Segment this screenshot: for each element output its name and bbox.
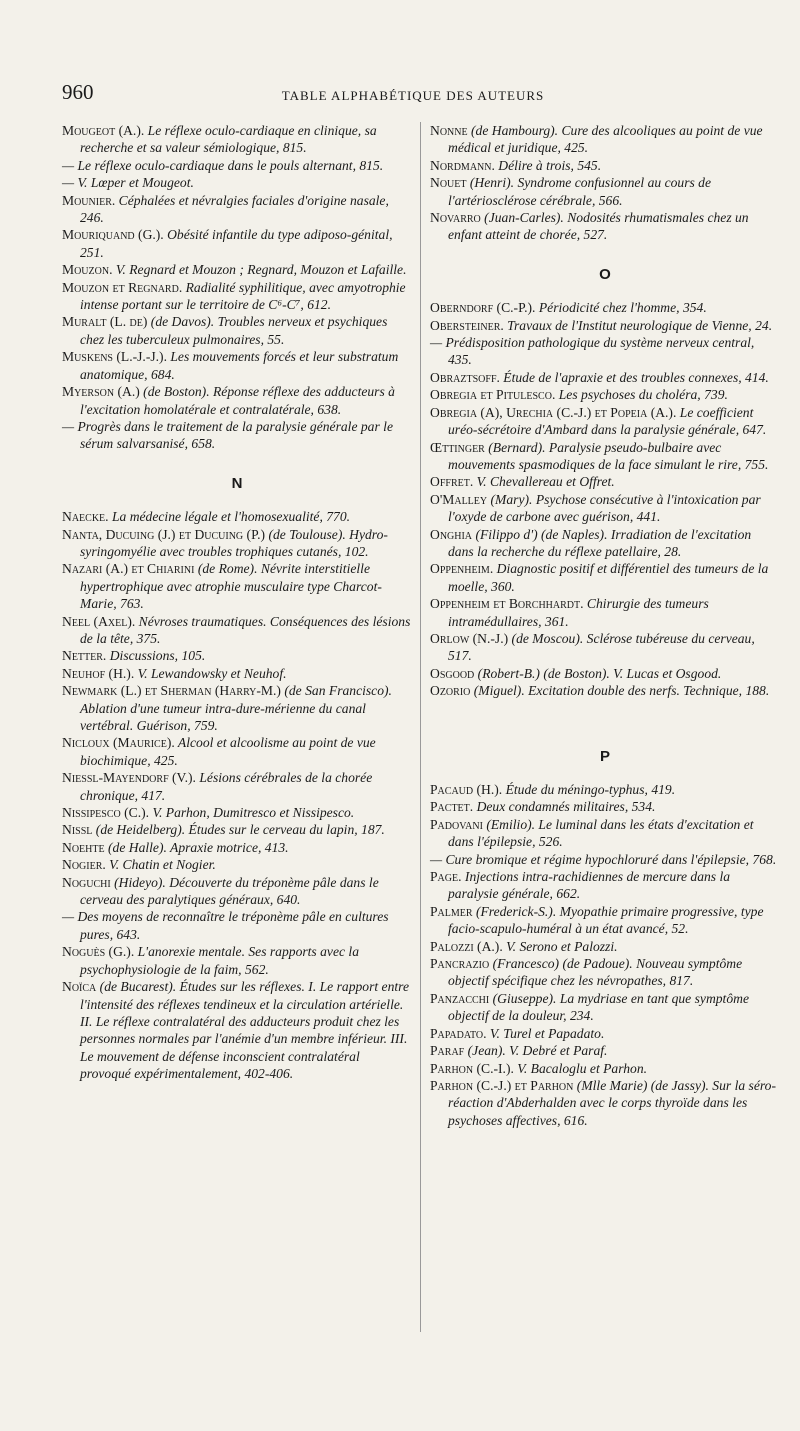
page-header xyxy=(62,80,764,110)
entry-title: (Filippo d') (de Naples). Irradiation de l'excitation dans la recherche du réflexe patellaire, 28. xyxy=(448,526,752,559)
index-entry xyxy=(62,856,412,873)
entry-author: Nordmann. xyxy=(430,157,495,173)
entry-title: Travaux de l'Institut neurologique de Vienne, 24. xyxy=(503,317,773,333)
index-entry xyxy=(430,560,780,595)
index-entry xyxy=(430,682,780,699)
entry-author: Nissipesco (C.). xyxy=(62,805,150,821)
entry-author: Noïca xyxy=(62,979,97,995)
entry-title: Céphalées et névralgies faciales d'origine nasale, 246. xyxy=(80,192,389,226)
index-entry xyxy=(430,386,780,403)
entry-title: Étude de l'apraxie et des troubles connexes, 414. xyxy=(499,369,769,385)
entry-title: (Mary). Psychose consécutive à l'intoxication par l'oxyde de carbone avec guérison, 441. xyxy=(448,491,761,525)
entry-author: Mouzon et Regnard. xyxy=(62,279,183,295)
entry-title: (de Davos). Troubles nerveux et psychiques chez les tuberculeux pulmonaires, 55. xyxy=(80,314,388,347)
entry-title: (de Hambourg). Cure des alcooliques au point de vue médical et juridique, 425. xyxy=(448,123,763,156)
entry-author: Myerson (A.) xyxy=(62,384,140,400)
entry-title: V. Lewandowsky et Neuhof. xyxy=(134,665,287,681)
entry-author: Mouzon. xyxy=(62,262,113,278)
section-heading-o: O xyxy=(599,265,611,283)
entry-author: Oberndorf (C.-P.). xyxy=(430,300,536,316)
index-entry xyxy=(62,839,412,856)
entry-title: (de Moscou). Sclérose tubéreuse du cerveau, 517. xyxy=(448,630,755,664)
entry-title: (de Heidelberg). Études sur le cerveau du lapin, 187. xyxy=(92,822,385,838)
entry-author: Muralt (L. de) xyxy=(62,314,148,330)
index-entry xyxy=(62,348,412,383)
entry-title: (de Boston). Réponse réflexe des adducteurs à l'excitation homolatérale et contralatérale, 638. xyxy=(80,384,395,417)
index-entry xyxy=(430,798,780,815)
index-entry xyxy=(430,473,780,490)
entry-author: Ozorio xyxy=(430,683,471,699)
entry-author: Orlow (N.-J.) xyxy=(430,630,509,646)
entry-title: V. Serono et Palozzi. xyxy=(502,938,618,954)
entry-author: Paraf xyxy=(430,1043,465,1059)
entry-author: Nogier. xyxy=(62,857,106,873)
entry-author: Palmer xyxy=(430,903,473,919)
entry-author: Pacaud (H.). xyxy=(430,782,503,797)
entry-author: Parhon (C.-I.). xyxy=(430,1060,514,1076)
index-entry xyxy=(62,313,412,348)
entry-author: O'Malley xyxy=(430,491,488,507)
entry-author: Oppenheim et Borchhardt. xyxy=(430,596,584,612)
index-entry xyxy=(430,781,780,798)
index-entry xyxy=(62,174,412,191)
entry-title: — Progrès dans le traitement de la paralysie générale par le sérum salvarsanisé, 658. xyxy=(62,418,393,452)
index-entry xyxy=(430,299,780,316)
entry-author: Nonne xyxy=(430,123,468,138)
entry-author: Nicloux (Maurice). xyxy=(62,735,175,751)
entry-title: V. Bacaloglu et Parhon. xyxy=(513,1060,648,1076)
index-entry xyxy=(430,122,780,157)
section-heading-p: P xyxy=(599,747,610,765)
entry-author: Neuhof (H.). xyxy=(62,665,135,681)
section-heading-n: N xyxy=(231,474,243,492)
entry-author: Papadato. xyxy=(430,1025,487,1041)
entry-title: (Hideyo). Découverte du tréponème pâle dans le cerveau des paralytiques généraux, 640. xyxy=(80,874,379,908)
entry-title: Le réflexe oculo-cardiaque en clinique, sa recherche et sa valeur sémiologique, 815. xyxy=(80,123,377,156)
entry-title: Obésité infantile du type adiposo-génital, 251. xyxy=(80,227,393,260)
entry-title: V. Parhon, Dumitresco et Nissipesco. xyxy=(149,805,355,821)
entry-title: (Juan-Carles). Nodosités rhumatismales chez un enfant atteint de chorée, 527. xyxy=(448,210,749,243)
index-entry xyxy=(62,192,412,227)
entry-author: Nazari (A.) et Chiarini xyxy=(62,561,195,577)
index-entry xyxy=(430,868,780,903)
index-entry xyxy=(430,1042,780,1059)
entry-author: Padovani xyxy=(430,816,483,832)
entry-author: Œttinger xyxy=(430,439,485,455)
entry-author: Obersteiner. xyxy=(430,317,504,333)
index-entry xyxy=(430,630,780,665)
entry-title: Injections intra-rachidiennes de mercure dans la paralysie générale, 662. xyxy=(448,869,731,902)
entry-title: Deux condamnés militaires, 534. xyxy=(473,799,656,815)
entry-author: Obregia (A), Urechia (C.-J.) et Popeia (A.). xyxy=(430,404,677,420)
index-entry xyxy=(430,439,780,474)
entry-title: (Francesco) (de Padoue). Nouveau symptôme objectif spécifique chez les névropathes, 817. xyxy=(448,956,743,989)
right-column xyxy=(430,122,780,1129)
index-entry xyxy=(62,560,412,612)
index-entry xyxy=(430,665,780,682)
entry-title: Les psychoses du choléra, 739. xyxy=(555,387,728,403)
entry-title: La médecine légale et l'homosexualité, 770. xyxy=(108,509,351,525)
entry-author: Niessl-Mayendorf (V.). xyxy=(62,770,196,786)
entry-author: Pancrazio xyxy=(430,956,490,972)
entry-title: (Emilio). Le luminal dans les états d'excitation et dans l'épilepsie, 526. xyxy=(448,816,754,850)
index-entry xyxy=(430,955,780,990)
entry-title: (Miguel). Excitation double des nerfs. Technique, 188. xyxy=(470,683,770,699)
entry-title: (Bernard). Paralysie pseudo-bulbaire avec mouvements spasmodiques de la face simulant le rire, 755. xyxy=(448,439,769,472)
entry-author: Noehte xyxy=(62,839,105,855)
index-entry xyxy=(62,508,412,525)
index-entry xyxy=(62,226,412,261)
index-entry xyxy=(62,261,412,278)
entry-title: V. Regnard et Mouzon ; Regnard, Mouzon et Lafaille. xyxy=(112,262,407,278)
entry-title: V. Chevallereau et Offret. xyxy=(473,474,615,490)
entry-title: Les mouvements forcés et leur substratum anatomique, 684. xyxy=(80,349,399,382)
entry-title: Radialité syphilitique, avec amyotrophie intense portant sur le territoire de C⁶-C⁷, 612. xyxy=(80,279,406,313)
index-entry xyxy=(62,665,412,682)
index-entry xyxy=(62,734,412,769)
entry-title: V. Chatin et Nogier. xyxy=(105,857,216,873)
index-entry xyxy=(430,595,780,630)
entry-author: Oppenheim. xyxy=(430,561,494,577)
index-entry xyxy=(62,769,412,804)
index-entry xyxy=(62,908,412,943)
entry-author: Pactet. xyxy=(430,799,474,815)
entry-title: (Henri). Syndrome confusionnel au cours de l'artériosclérose cérébrale, 566. xyxy=(448,175,711,208)
entry-title: — Le réflexe oculo-cardiaque dans le pouls alternant, 815. xyxy=(62,157,384,173)
index-entry xyxy=(430,1077,780,1129)
entry-title: Alcool et alcoolisme au point de vue biochimique, 425. xyxy=(80,735,376,768)
entry-author: Offret. xyxy=(430,474,474,490)
index-entry xyxy=(430,938,780,955)
index-entry xyxy=(62,804,412,821)
entry-title: (de Toulouse). Hydro-syringomyélie avec troubles trophiques cutanés, 102. xyxy=(80,526,388,559)
index-entry xyxy=(430,851,780,868)
entry-author: Neel (Axel). xyxy=(62,613,136,629)
index-entry xyxy=(430,174,780,209)
entry-title: (Mlle Marie) (de Jassy). Sur la séro-réaction d'Abderhalden avec le corps thyroïde dans les psychoses affectives, 616. xyxy=(448,1077,776,1128)
index-entry xyxy=(430,1060,780,1077)
page-number: 960 xyxy=(62,80,94,104)
index-entry xyxy=(430,157,780,174)
entry-title: (Jean). V. Debré et Paraf. xyxy=(464,1043,608,1059)
entry-title: Névroses traumatiques. Conséquences des lésions de la tête, 375. xyxy=(80,613,411,646)
index-entry xyxy=(62,682,412,734)
entry-title: V. Turel et Papadato. xyxy=(486,1025,605,1041)
entry-author: Mougeot (A.). xyxy=(62,123,145,138)
entry-title: — Cure bromique et régime hypochloruré dans l'épilepsie, 768. xyxy=(430,851,777,867)
entry-title: (Giuseppe). La mydriase en tant que symptôme objectif de la douleur, 234. xyxy=(448,990,749,1024)
entry-title: Périodicité chez l'homme, 354. xyxy=(535,300,707,316)
index-entry xyxy=(62,943,412,978)
entry-author: Mouriquand (G.). xyxy=(62,227,164,243)
index-entry xyxy=(62,383,412,418)
index-entry xyxy=(430,404,780,439)
left-column xyxy=(62,122,412,1083)
entry-author: Novarro xyxy=(430,210,481,226)
index-entry xyxy=(62,526,412,561)
entry-author: Page. xyxy=(430,869,462,885)
entry-title: L'anorexie mentale. Ses rapports avec la psychophysiologie de la faim, 562. xyxy=(80,944,359,977)
entry-author: Nouet xyxy=(430,175,467,191)
entry-title: (Robert-B.) (de Boston). V. Lucas et Osgood. xyxy=(474,665,722,681)
entry-author: Obregia et Pitulesco. xyxy=(430,387,556,403)
entry-author: Nanta, Ducuing (J.) et Ducuing (P.) xyxy=(62,526,266,542)
entry-author: Palozzi (A.). xyxy=(430,938,503,954)
entry-title: Délire à trois, 545. xyxy=(494,157,602,173)
entry-author: Parhon (C.-J.) et Parhon xyxy=(430,1077,574,1093)
entry-author: Noguès (G.). xyxy=(62,944,135,960)
entry-author: Panzacchi xyxy=(430,990,490,1006)
column-divider xyxy=(420,122,421,1332)
index-entry xyxy=(62,613,412,648)
entry-author: Naecke. xyxy=(62,509,109,525)
index-entry xyxy=(430,491,780,526)
index-entry xyxy=(430,990,780,1025)
entry-title: (Frederick-S.). Myopathie primaire progressive, type facio-scapulo-huméral à un état avancé, 52. xyxy=(448,903,764,937)
index-entry xyxy=(430,209,780,244)
index-entry xyxy=(430,816,780,851)
entry-title: (de Halle). Apraxie motrice, 413. xyxy=(104,839,289,855)
index-entry xyxy=(430,334,780,369)
entry-author: Netter. xyxy=(62,648,107,664)
index-entry xyxy=(430,903,780,938)
entry-author: Osgood xyxy=(430,665,475,681)
entry-author: Mounier. xyxy=(62,192,116,208)
index-entry xyxy=(62,122,412,157)
index-entry xyxy=(430,317,780,334)
entry-title: Le coefficient uréo-sécrétoire d'Ambard dans la paralysie générale, 647. xyxy=(448,404,767,438)
index-entry xyxy=(62,821,412,838)
entry-title: — V. Lœper et Mougeot. xyxy=(62,175,194,191)
entry-title: Étude du méningo-typhus, 419. xyxy=(502,782,676,797)
entry-title: Discussions, 105. xyxy=(106,648,206,664)
index-entry xyxy=(62,157,412,174)
entry-title: (de Rome). Névrite interstitielle hypertrophique avec atrophie musculaire type Charcot-Marie, 763. xyxy=(80,561,382,612)
entry-author: Nissl xyxy=(62,822,93,838)
entry-author: Onghia xyxy=(430,526,473,542)
entry-author: Obraztsoff. xyxy=(430,369,500,385)
entry-author: Newmark (L.) et Sherman (Harry-M.) xyxy=(62,683,281,699)
index-entry xyxy=(62,647,412,664)
index-entry xyxy=(62,279,412,314)
entry-title: Diagnostic positif et différentiel des tumeurs de la moelle, 360. xyxy=(448,561,769,594)
index-entry xyxy=(430,526,780,561)
index-entry xyxy=(62,418,412,453)
entry-title: (de San Francisco). Ablation d'une tumeur intra-dure-mérienne du canal vertébral. Guérison, 759. xyxy=(80,683,392,733)
running-title: TABLE ALPHABÉTIQUE DES AUTEURS xyxy=(281,88,545,103)
entry-author: Muskens (L.-J.-J.). xyxy=(62,349,167,365)
entry-title: — Prédisposition pathologique du système nerveux central, 435. xyxy=(430,335,755,368)
entry-title: — Des moyens de reconnaître le tréponème pâle en cultures pures, 643. xyxy=(62,909,389,942)
index-entry xyxy=(430,369,780,386)
entry-title: Lésions cérébrales de la chorée chronique, 417. xyxy=(80,770,373,803)
entry-title: Chirurgie des tumeurs intramédullaires, 361. xyxy=(448,596,709,629)
index-entry xyxy=(430,1025,780,1042)
entry-author: Noguchi xyxy=(62,874,111,890)
index-entry xyxy=(62,874,412,909)
entry-title: (de Bucarest). Études sur les réflexes. I. Le rapport entre l'intensité des réflexes tendineux et la circulation artérielle. II. Le réflexe contralatéral des adducteurs produit chez les personnes normales par l'anémie d'un membre inférieur. III. Le mouvement de défense inconscient contralatéral provoqué expérimentalement, 402-406. xyxy=(80,979,409,1082)
index-entry xyxy=(62,978,412,1082)
